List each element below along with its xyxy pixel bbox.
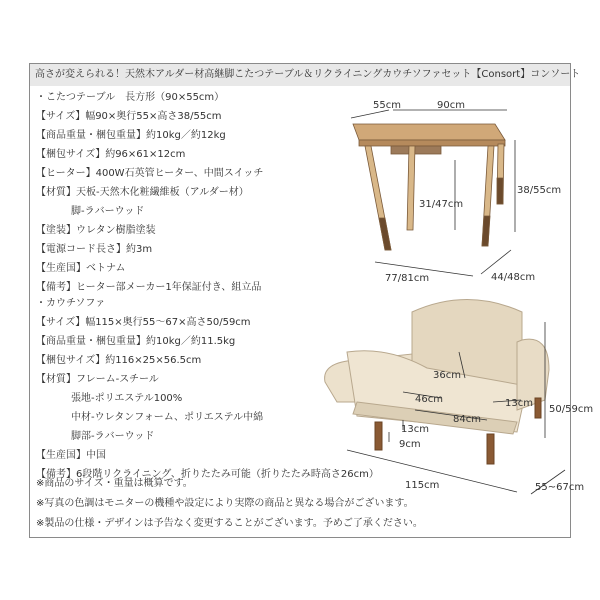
dim-sofa-seat-width: 84cm [453, 414, 481, 425]
spec-line: 【材質】天板-天然木化粧繊維板（アルダー材） [36, 187, 249, 198]
dim-sofa-height: 50/59cm [549, 404, 594, 415]
spec-line: 中材-ウレタンフォーム、ポリエステル中綿 [71, 412, 264, 423]
spec-line: 【備考】ヒーター部メーカー1年保証付き、組立品 [36, 282, 262, 293]
spec-frame [29, 63, 594, 538]
dim-sofa-leg-height: 13cm [401, 424, 429, 435]
spec-line: 【備考】6段階リクライニング、折りたたみ可能（折りたたみ時高さ26cm） [36, 469, 379, 480]
note-line: ※写真の色調はモニターの機種や設定により実際の商品と異なる場合がございます。 [36, 498, 414, 509]
spec-line: 脚-ラバーウッド [71, 206, 145, 217]
spec-line: 【梱包サイズ】約116×25×56.5cm [36, 355, 202, 366]
note-line: ※製品の仕様・デザインは予告なく変更することがございます。予めご了承ください。 [36, 518, 423, 529]
table-illustration [353, 124, 505, 250]
dim-sofa-seat-depth: 46cm [415, 394, 443, 405]
spec-line: 【商品重量・梱包重量】約10kg／約11.5kg [36, 336, 236, 347]
spec-line: 張地-ポリエステル100% [71, 393, 183, 404]
spec-line: 【サイズ】幅115×奥行55～67×高さ50/59cm [36, 317, 251, 328]
spec-line: 【梱包サイズ】約96×61×12cm [36, 149, 186, 160]
dim-sofa-back-height: 36cm [433, 370, 461, 381]
page-title: 高さが変えられる！天然木アルダー材高継脚こたつテーブル＆リクライニングカウチソファセット【Consort】コンソート [30, 64, 570, 86]
dim-sofa-seat-height: 9cm [399, 439, 421, 450]
sofa-diagram [317, 282, 594, 493]
spec-line: 【ヒーター】400W石英管ヒーター、中間スイッチ [36, 168, 264, 179]
dim-sofa-arm-width: 13cm [505, 398, 533, 409]
spec-line: ・カウチソファ [36, 298, 106, 309]
dim-table-under-height: 31/47cm [419, 199, 464, 210]
note-line: ※商品のサイズ・重量は概算です。 [36, 478, 193, 489]
spec-line: 【生産国】ベトナム [36, 263, 126, 274]
dim-table-depth: 55cm [373, 100, 401, 111]
spec-line: 脚部-ラバーウッド [71, 431, 155, 442]
dim-sofa-width: 115cm [405, 480, 440, 491]
spec-line: 【材質】フレーム-スチール [36, 374, 159, 385]
notes-list [36, 474, 423, 534]
dim-table-width: 90cm [437, 100, 465, 111]
spec-line: 【塗装】ウレタン樹脂塗装 [36, 225, 156, 236]
table-diagram [345, 100, 565, 290]
sofa-illustration [325, 300, 549, 465]
spec-line: 【サイズ】幅90×奥行55×高さ38/55cm [36, 111, 222, 122]
dim-table-side-depth: 44/48cm [491, 272, 536, 283]
dim-table-height: 38/55cm [517, 185, 562, 196]
spec-line: 【電源コード長さ】約3m [36, 244, 153, 255]
spec-line: 【生産国】中国 [36, 450, 106, 461]
spec-line: ・こたつテーブル 長方形（90×55cm） [36, 92, 225, 103]
spec-line: 【商品重量・梱包重量】約10kg／約12kg [36, 130, 226, 141]
table-spec-list [36, 88, 263, 297]
dim-table-front-width: 77/81cm [385, 273, 430, 284]
dim-sofa-depth: 55~67cm [535, 482, 585, 493]
